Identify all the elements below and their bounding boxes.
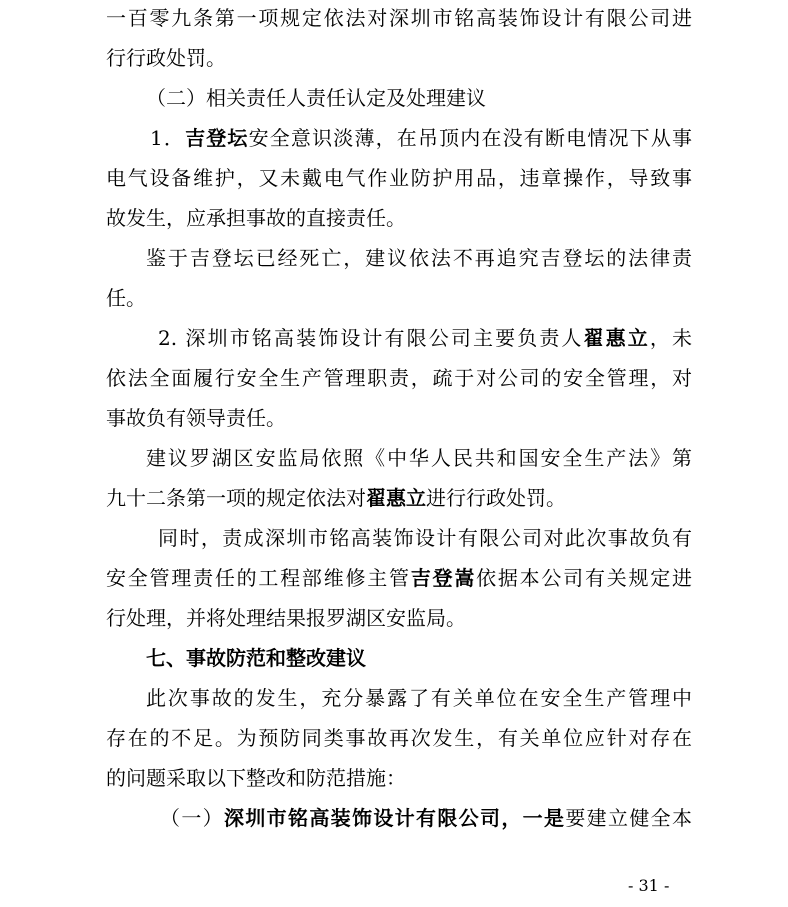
company-name: 深圳市铭高装饰设计有限公司，一是	[224, 806, 566, 830]
text-line: 同时，责成深圳市铭高装饰设计有限公司对此次事故负有	[158, 526, 692, 550]
text-line: 电气设备维护，又未戴电气作业防护用品，违章操作，导致事	[106, 166, 692, 190]
text-line: 故发生，应承担事故的直接责任。	[106, 206, 406, 230]
person-name: 吉登坛	[185, 126, 249, 150]
text-line: 行处理，并将处理结果报罗湖区安监局。	[106, 606, 466, 630]
person-name: 翟惠立	[583, 326, 650, 350]
text-line: 的问题采取以下整改和防范措施：	[106, 766, 406, 790]
text-line: 行行政处罚。	[106, 46, 226, 70]
text-line: 依法全面履行安全生产管理职责，疏于对公司的安全管理，对	[106, 366, 692, 390]
text-line: 2. 深圳市铭高装饰设计有限公司主要负责人翟惠立，未	[158, 326, 693, 350]
text-line: 安全管理责任的工程部维修主管吉登嵩依据本公司有关规定进	[106, 566, 693, 590]
text-line: （一）深圳市铭高装饰设计有限公司，一是要建立健全本	[160, 806, 693, 830]
text-line: 1．吉登坛安全意识淡薄，在吊顶内在没有断电情况下从事	[150, 126, 693, 150]
text-line: 事故负有领导责任。	[106, 406, 286, 430]
person-name: 吉登嵩	[410, 566, 477, 590]
text-line: 任。	[106, 286, 146, 310]
text-line: 此次事故的发生，充分暴露了有关单位在安全生产管理中	[146, 686, 692, 710]
page-number: - 31 -	[628, 876, 670, 895]
text-line: 鉴于吉登坛已经死亡，建议依法不再追究吉登坛的法律责	[146, 246, 692, 270]
section-heading: 七、事故防范和整改建议	[146, 646, 366, 670]
text-line: 一百零九条第一项规定依法对深圳市铭高装饰设计有限公司进	[106, 6, 692, 30]
text-line: 九十二条第一项的规定依法对翟惠立进行行政处罚。	[106, 486, 566, 510]
section-subheading: （二）相关责任人责任认定及处理建议	[146, 86, 486, 110]
text-line: 存在的不足。为预防同类事故再次发生，有关单位应针对存在	[106, 726, 692, 750]
person-name: 翟惠立	[366, 486, 426, 510]
text-line: 建议罗湖区安监局依照《中华人民共和国安全生产法》第	[146, 446, 692, 470]
